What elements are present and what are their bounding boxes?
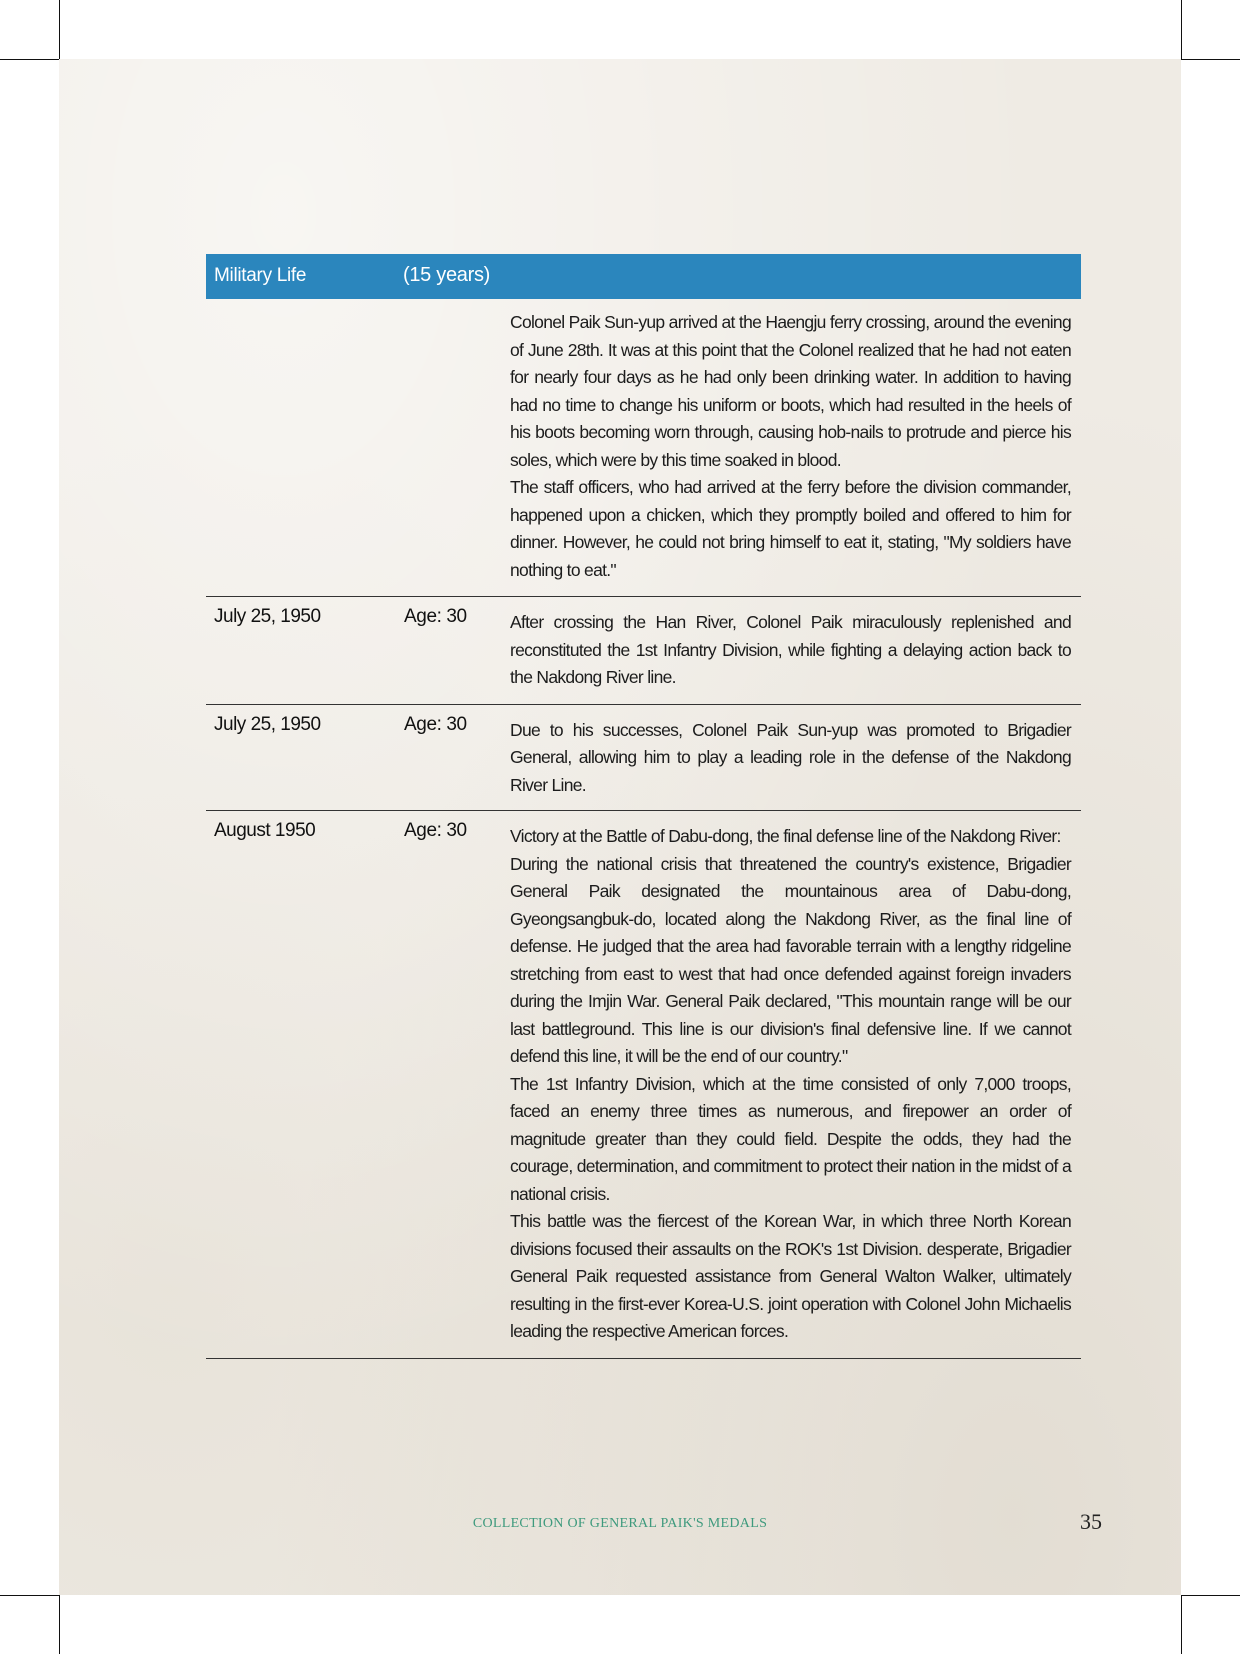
crop-mark: [1181, 1595, 1240, 1596]
paragraph: Colonel Paik Sun-yup arrived at the Haengju ferry crossing, around the evening of June 28th. It was at this point that the Colonel realized that he had not eaten for nearly four days as he had only been drinking water. In addition to having had no time to change his uniform or boots, which had resulted in the heels of his boots becoming worn through, causing hob-nails to protrude and pierce his soles, which were by this time soaked in blood.: [510, 312, 1071, 470]
row-age: Age: 30: [404, 606, 467, 627]
crop-mark: [1181, 59, 1240, 60]
row-description: [510, 609, 1071, 692]
row-description: [510, 717, 1071, 800]
crop-mark: [59, 0, 60, 59]
timeline-row: [206, 705, 1081, 812]
paragraph: This battle was the fiercest of the Korean War, in which three North Korean divisions focused their assaults on the ROK's 1st Division. desperate, Brigadier General Paik requested assistance from General Walton Walker, ultimately resulting in the first-ever Korea-U.S. joint operation with Colonel John Michaelis leading the respective American forces.: [510, 1211, 1071, 1341]
footer-title: COLLECTION OF GENERAL PAIK'S MEDALS: [472, 1516, 768, 1531]
paragraph: Due to his successes, Colonel Paik Sun-yup was promoted to Brigadier General, allowing him to play a leading role in the defense of the Nakdong River Line.: [510, 719, 1071, 795]
crop-mark: [0, 1595, 59, 1596]
row-age: Age: 30: [404, 820, 467, 841]
paragraph: During the national crisis that threatened the country's existence, Brigadier General Paik designated the mountainous area of Dabu-dong, Gyeongsangbuk-do, located along the Nakdong River, as the final line of defense. He judged that the area had favorable terrain with a lengthy ridgeline stretching from east to west that had once defended against foreign invaders during the Imjin War. General Paik declared, "This mountain range will be our last battleground. This line is our division's final defensive line. If we cannot defend this line, it will be the end of our country.": [510, 853, 1071, 1066]
row-date: July 25, 1950: [214, 606, 321, 627]
crop-mark: [1181, 1595, 1182, 1654]
row-description: [510, 309, 1071, 584]
paragraph: After crossing the Han River, Colonel Paik miraculously replenished and reconstituted the 1st Infantry Division, while fighting a delaying action back to the Nakdong River line.: [510, 612, 1071, 687]
row-date: August 1950: [214, 820, 316, 841]
timeline-row: [206, 811, 1081, 1359]
row-description: [510, 823, 1071, 1346]
crop-mark: [1181, 0, 1182, 59]
section-title: Military Life: [214, 265, 307, 286]
timeline-row: [206, 597, 1081, 705]
row-age: Age: 30: [404, 713, 467, 735]
timeline-table: [206, 254, 1081, 1359]
table-header: [206, 254, 1081, 299]
crop-mark: [59, 1595, 60, 1654]
paragraph: The staff officers, who had arrived at the ferry before the division commander, happened upon a chicken, which they promptly boiled and offered to him for dinner. However, he could not bring himself to eat it, stating, "My soldiers have nothing to eat.": [510, 477, 1071, 580]
section-duration: (15 years): [403, 264, 491, 286]
timeline-row: [206, 299, 1081, 597]
crop-mark: [0, 59, 59, 60]
row-date: July 25, 1950: [214, 713, 321, 735]
page-number: 35: [1080, 1509, 1102, 1534]
paragraph: The 1st Infantry Division, which at the time consisted of only 7,000 troops, faced an enemy three times as numerous, and firepower an order of magnitude greater than they could field. Despite the odds, they had the courage, determination, and commitment to protect their nation in the midst of a national crisis.: [510, 1073, 1071, 1204]
paragraph: Victory at the Battle of Dabu-dong, the final defense line of the Nakdong River:: [510, 826, 1061, 846]
